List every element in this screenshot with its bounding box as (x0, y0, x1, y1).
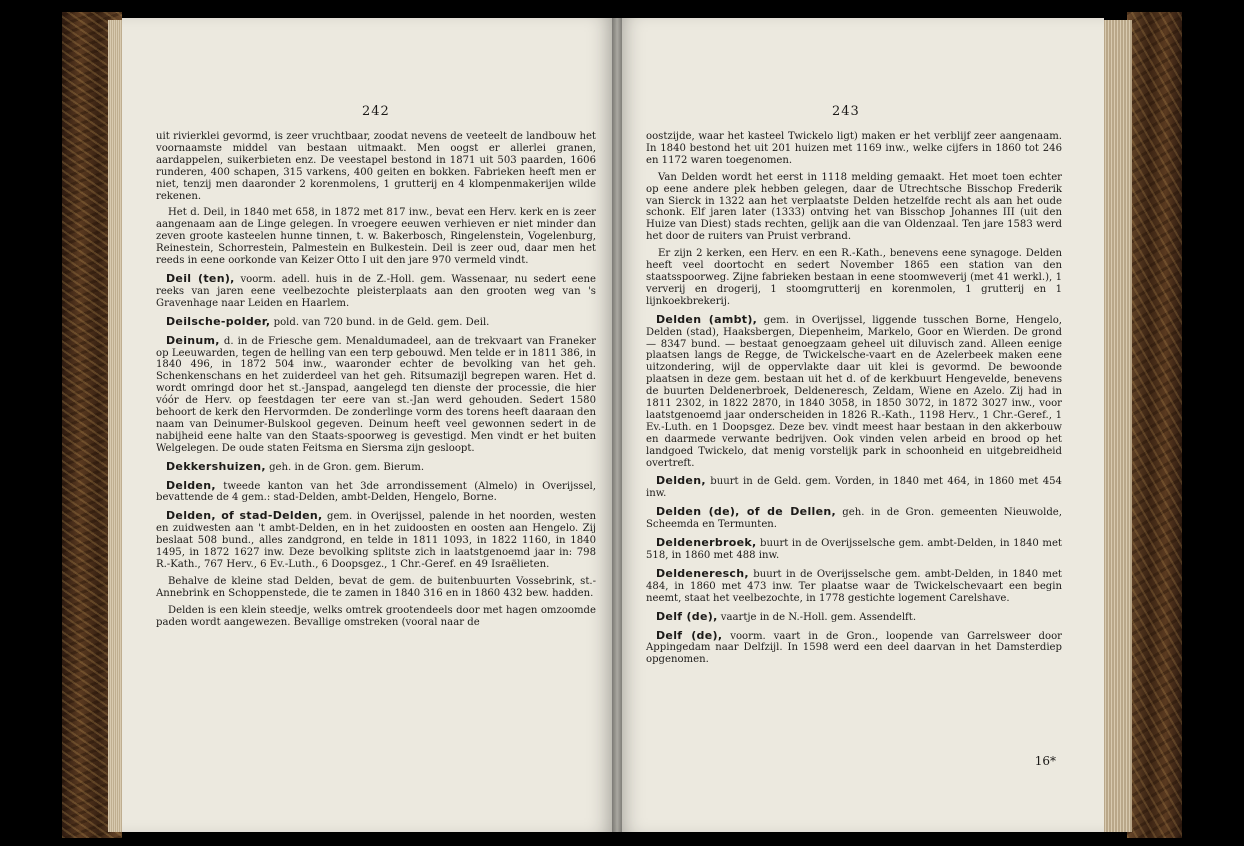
paragraph: uit rivierklei gevormd, is zeer vruchtbaar, zoodat nevens de veeteelt de landbouw het voornaamste middel van bestaan uitmaakt. Men oogst er allerlei granen, aardappelen, suikerbieten enz. De veestapel bestond in 1871 uit 503 paarden, 1606 runderen, 400 schapen, 315 varkens, 400 geiten en bokken. Fabrieken heeft men er niet, tenzij men daaronder 2 korenmolens, 1 grutterij en 4 klompenmakerijen wilde rekenen. (156, 131, 596, 202)
entry-headword: Deldeneresch, (656, 566, 749, 580)
entry-text: gem. in Overijssel, palende in het noorden, westen en zuidwesten aan 't ambt-Delden, en in het zuidoosten en oosten aan Hengelo. Zij beslaat 508 bund., alles zandgrond, en telde in 1811 1093, in 1822 1160, in 1840 1495, in 1872 1627 inw. Deze bevolking splitste zich in laatstgenoemd jaar in: 798 R.-Kath., 767 Herv., 6 Ev.-Luth., 6 Doopsgez., 1 Chr.-Geref. en 49 Israëlieten. (156, 511, 596, 570)
page-body (646, 131, 1062, 671)
entry-text: voorm. adell. huis in de Z.-Holl. gem. Wassenaar, nu sedert eene reeks van jaren eene veelbezochte pleisterplaats aan den grooten weg van 's Gravenhage naar Leiden en Haarlem. (156, 273, 597, 309)
entry-text: buurt in de Overijsselsche gem. ambt-Delden, in 1840 met 518, in 1860 met 488 inw. (646, 538, 1062, 561)
entry-text: tweede kanton van het 3de arrondissement (Almelo) in Overijssel, bevattende de 4 gem.: stad-Delden, ambt-Delden, Hengelo, Borne. (156, 480, 596, 504)
dictionary-entry (646, 630, 1062, 667)
left-page (122, 18, 616, 832)
page-edges-right (1102, 20, 1132, 832)
entry-headword: Delf (de), (656, 628, 723, 642)
entry-text: vaartje in de N.-Holl. gem. Assendelft. (720, 611, 917, 623)
entry-headword: Delf (de), (656, 609, 718, 623)
entry-headword: Delden, (656, 474, 706, 488)
entry-headword: Deilsche-polder, (166, 314, 271, 328)
dictionary-entry (156, 480, 596, 505)
entry-text: geh. in de Gron. gemeenten Nieuwolde, Scheemda en Termunten. (646, 507, 1062, 531)
entry-text: geh. in de Gron. gem. Bierum. (269, 461, 425, 473)
dictionary-entry (646, 314, 1062, 470)
dictionary-entry (156, 335, 596, 455)
dictionary-entry (646, 611, 1062, 624)
dictionary-entry (156, 510, 596, 571)
paragraph: Behalve de kleine stad Delden, bevat de gem. de buitenbuurten Vossebrink, st.-Annebrink en Schoppenstede, die te zamen in 1840 316 en in 1860 432 bew. hadden. (156, 575, 596, 599)
entry-headword: Dekkershuizen, (166, 459, 266, 473)
entry-headword: Delden, of stad-Delden, (166, 509, 323, 523)
paragraph: Er zijn 2 kerken, een Herv. en een R.-Kath., benevens eene synagoge. Delden heeft veel doortocht en sedert November 1865 een station van den staatsspoorweg. Zijne fabrieken bestaan in eene stoomweverij (met 41 werkl.), 1 ververij en drogerij, 1 stoomgrutterij en korenmolen, 1 grutterij en 1 lijnkoekbrekerij. (646, 248, 1062, 307)
entry-text: buurt in de Geld. gem. Vorden, in 1840 met 464, in 1860 met 454 inw. (646, 476, 1062, 500)
entry-headword: Delden, (166, 478, 216, 492)
dictionary-entry (156, 273, 596, 310)
entry-headword: Deldenerbroek, (656, 536, 757, 550)
page-number: 242 (362, 104, 390, 119)
paragraph: Het d. Deil, in 1840 met 658, in 1872 met 817 inw., bevat een Herv. kerk en is zeer aangenaam aan de Linge gelegen. In vroegere eeuwen verhieven er niet minder dan zeven groote kasteelen hunne tinnen, t. w. Bakerbosch, Ringelenstein, Vogelenburg, Reinestein, Schorrestein, Palmestein en Bulkestein. Deil is zeer oud, daar men het reeds in eene oorkonde van Keizer Otto I uit den jare 970 vermeld vindt. (156, 207, 596, 267)
page-body (156, 131, 596, 634)
right-page (616, 18, 1104, 832)
paragraph: Van Delden wordt het eerst in 1118 melding gemaakt. Het moet toen echter op eene andere plek hebben gelegen, daar de Utrechtsche Bisschop Frederik van Sierck in 1322 aan het verplaatste Delden hetzelfde recht als aan het oude schonk. Elf jaren later (1333) ontving het van Bisschop Johannes III (uit den Huize van Diest) stads rechten, gelijk aan die van Oldenzaal. Ten jare 1583 werd het door de ruiters van Pruist verbrand. (646, 171, 1062, 243)
dictionary-entry (646, 537, 1062, 562)
entry-headword: Deil (ten), (166, 271, 235, 285)
paragraph: oostzijde, waar het kasteel Twickelo ligt) maken er het verblijf zeer aangenaam. In 1840 bestond het uit 201 huizen met 1169 inw., welke cijfers in 1860 tot 246 en 1172 waren toegenomen. (646, 131, 1062, 166)
dictionary-entry (646, 475, 1062, 500)
signature-mark: 16* (1034, 754, 1056, 768)
entry-text: pold. van 720 bund. in de Geld. gem. Deil. (273, 316, 490, 328)
dictionary-entry (156, 316, 596, 329)
entry-text: d. in de Friesche gem. Menaldumadeel, aan de trekvaart van Franeker op Leeuwarden, tegen de helling van een terp gebouwd. Men telde er in 1811 386, in 1840 496, in 1872 504 inw., waaronder echter de bevolking van het geh. Schenkenschans en het zuiderdeel van het geh. Ritsumazijl begrepen waren. Het d. wordt omringd door het st.-Janspad, aangelegd ten dienste der processie, die hier vóór de Herv. op feestdagen ter eere van st.-Jan werd gehouden. Sedert 1580 behoort de kerk den Hervormden. De zonderlinge vorm des torens heeft daaraan den naam van Deinumer-Bulskool gegeven. Deinum heeft veel gewonnen sedert in de nabijheid eene halte van den Staats-spoorweg is gevestigd. Men vindt er het buiten Welgelegen. De oude staten Feitsma en Siersma zijn gesloopt. (156, 335, 596, 454)
cover-marbled-right (1127, 12, 1182, 838)
dictionary-entry (646, 506, 1062, 531)
page-number: 243 (832, 104, 860, 119)
dictionary-entry (156, 461, 596, 474)
paragraph: Delden is een klein steedje, welks omtrek grootendeels door met hagen omzoomde paden wordt aangewezen. Bevallige omstreken (vooral naar de (156, 604, 596, 628)
entry-headword: Delden (ambt), (656, 312, 758, 326)
entry-text: buurt in de Overijsselsche gem. ambt-Delden, in 1840 met 484, in 1860 met 473 inw. Ter plaatse waar de Twickelschevaart een begin neemt, staat het veelbezochte, in 1778 gestichte logement Carelshave. (646, 568, 1062, 604)
entry-headword: Delden (de), of de Dellen, (656, 505, 836, 519)
entry-text: voorm. vaart in de Gron., loopende van Garrelsweer door Appingedam naar Delfzijl. In 1598 werd een deel daarvan in het Damsterdiep opgenomen. (646, 630, 1062, 666)
entry-headword: Deinum, (166, 333, 220, 347)
book-spread (62, 12, 1182, 838)
entry-text: gem. in Overijssel, liggende tusschen Borne, Hengelo, Delden (stad), Haaksbergen, Diepenheim, Markelo, Goor en Wierden. De grond — 8347 bund. — bestaat genoegzaam geheel uit diluvisch zand. Alleen eenige plaatsen langs de Regge, de Twickelsche-vaart en de Azelerbeek maken eene uitzondering, wijl de oppervlakte daar uit klei is gevormd. De bewoonde plaatsen in deze gem. bestaan uit het d. of de kerkbuurt Hengevelde, benevens de buurten Deldenerbroek, Deldeneresch, Zeldam, Wiene en Azelo. Zij had in 1811 2302, in 1822 2870, in 1840 3058, in 1850 3072, in 1872 3027 inw., voor laatstgenoemd jaar onderscheiden in 1826 R.-Kath., 1198 Herv., 1 Chr.-Geref., 1 Ev.-Luth. en 1 Doopsgez. Deze bev. vindt meest haar bestaan in den akkerbouw en daarmede verwante bedrijven. Ook vinden velen arbeid en brood op het landgoed Twickelo, dat menig vorstelijk park in schoonheid en uitgebreidheid overtreft. (646, 314, 1062, 469)
dictionary-entry (646, 568, 1062, 605)
gutter-shadow (612, 18, 622, 832)
